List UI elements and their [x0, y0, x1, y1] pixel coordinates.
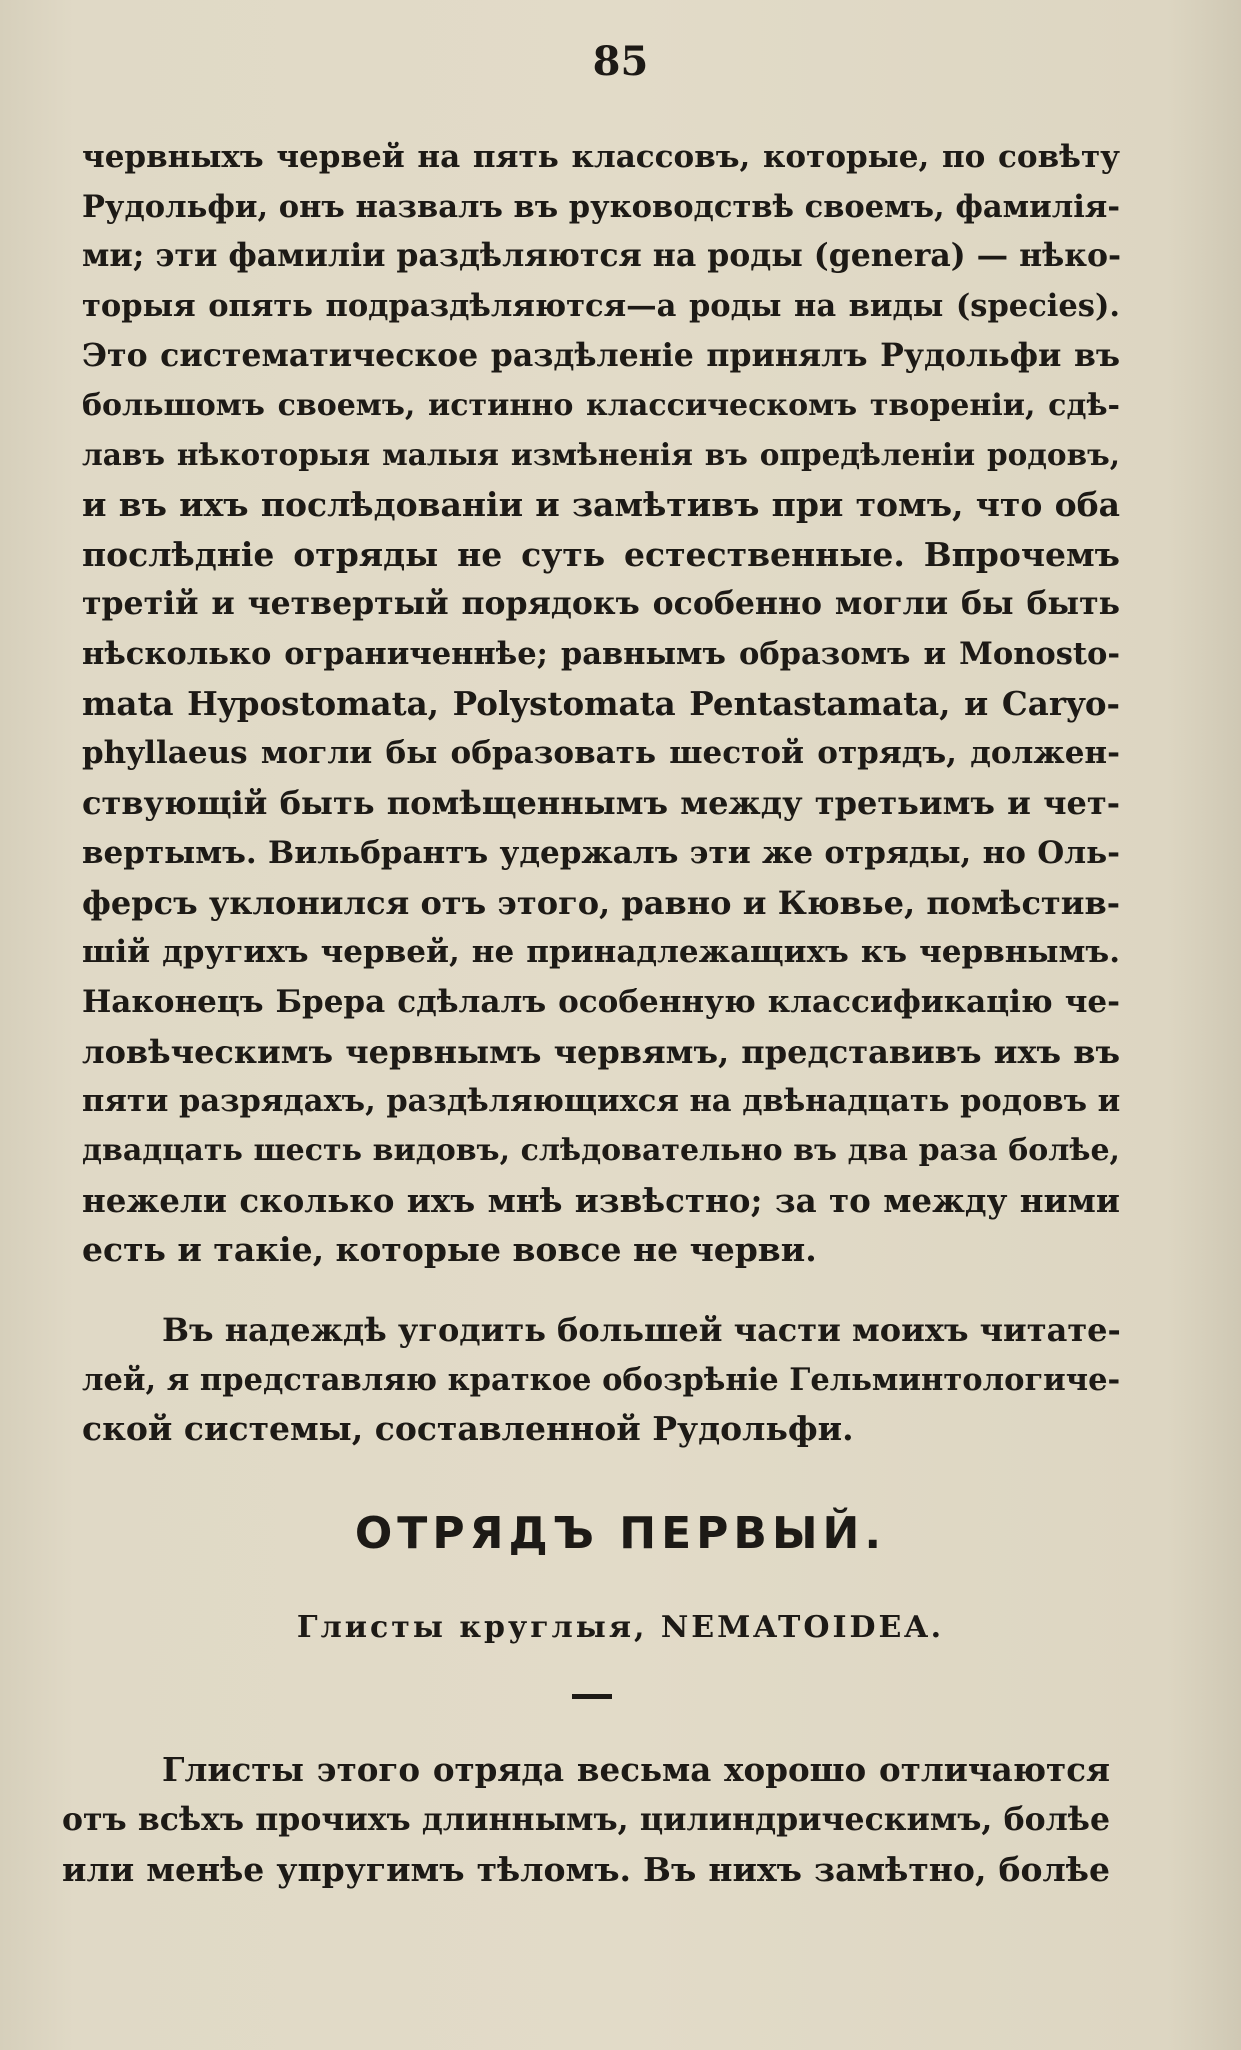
text-line: есть и такіе, которые вовсе не черви.: [82, 1230, 817, 1269]
text-line: червныхъ червей на пять классовъ, которые, по совѣту: [82, 139, 1120, 175]
text-line: phyllaeus могли бы образовать шестой отрядъ, должен-: [82, 735, 1120, 771]
text-line: лавъ нѣкоторыя малыя измѣненія въ опредѣленіи родовъ,: [82, 437, 1120, 472]
text-line: двадцать шесть видовъ, слѣдовательно въ два раза болѣе,: [82, 1133, 1120, 1168]
text-line: послѣдніе отряды не суть естественные. Впрочемъ: [82, 535, 1120, 574]
text-line: торыя опять подраздѣляются—а роды на виды (species).: [82, 288, 1120, 324]
text-line: Это систематическое раздѣленіе принялъ Рудольфи въ: [82, 337, 1120, 374]
section-heading: ОТРЯДЪ ПЕРВЫЙ.: [354, 1508, 887, 1559]
text-line: ской системы, составленной Рудольфи.: [82, 1409, 854, 1448]
text-line: Рудольфи, онъ назвалъ въ руководствѣ своемъ, фамилія-: [82, 189, 1120, 225]
text-line: нежели сколько ихъ мнѣ извѣстно; за то между ними: [82, 1181, 1120, 1220]
text-line: пяти разрядахъ, раздѣляющихся на двѣнадцать родовъ и: [82, 1083, 1121, 1119]
separator-rule: [572, 1694, 612, 1699]
text-line: ствующій быть помѣщеннымъ между третьимъ и чет-: [82, 784, 1120, 822]
text-line: Наконецъ Брера сдѣлалъ особенную классификацію че-: [82, 984, 1120, 1020]
text-line: Глисты этого отряда весьма хорошо отличаются: [162, 1750, 1110, 1789]
text-line: шій другихъ червей, не принадлежащихъ къ червнымъ.: [82, 934, 1120, 970]
text-line: mata Hypostomata, Polystomata Pentastamata, и Caryo-: [82, 684, 1120, 723]
text-line: Въ надеждѣ угодить большей части моихъ читате-: [162, 1311, 1121, 1349]
section-subheading: Глисты круглыя, NEMATOIDEA.: [296, 1610, 945, 1645]
text-line: и въ ихъ послѣдованіи и замѣтивъ при томъ, что оба: [82, 485, 1120, 524]
text-line: большомъ своемъ, истинно классическомъ твореніи, сдѣ-: [82, 388, 1120, 423]
text-line: или менѣе упругимъ тѣломъ. Въ нихъ замѣтно, болѣе: [62, 1850, 1110, 1889]
text-line: ловѣческимъ червнымъ червямъ, представивъ ихъ въ: [82, 1033, 1120, 1071]
text-line: третій и четвертый порядокъ особенно могли бы быть: [82, 585, 1120, 622]
text-line: нѣсколько ограниченнѣе; равнымъ образомъ и Monosto-: [82, 636, 1120, 672]
text-line: вертымъ. Вильбрантъ удержалъ эти же отряды, но Оль-: [82, 835, 1120, 871]
text-line: ферсъ уклонился отъ этого, равно и Кювье, помѣстив-: [82, 884, 1120, 922]
page-number: 85: [592, 38, 649, 85]
text-line: отъ всѣхъ прочихъ длиннымъ, цилиндрическимъ, болѣе: [62, 1801, 1110, 1838]
text-line: лей, я представляю краткое обозрѣніе Гельминтологиче-: [82, 1362, 1121, 1398]
text-line: ми; эти фамиліи раздѣляются на роды (genera) — нѣко-: [82, 237, 1122, 274]
